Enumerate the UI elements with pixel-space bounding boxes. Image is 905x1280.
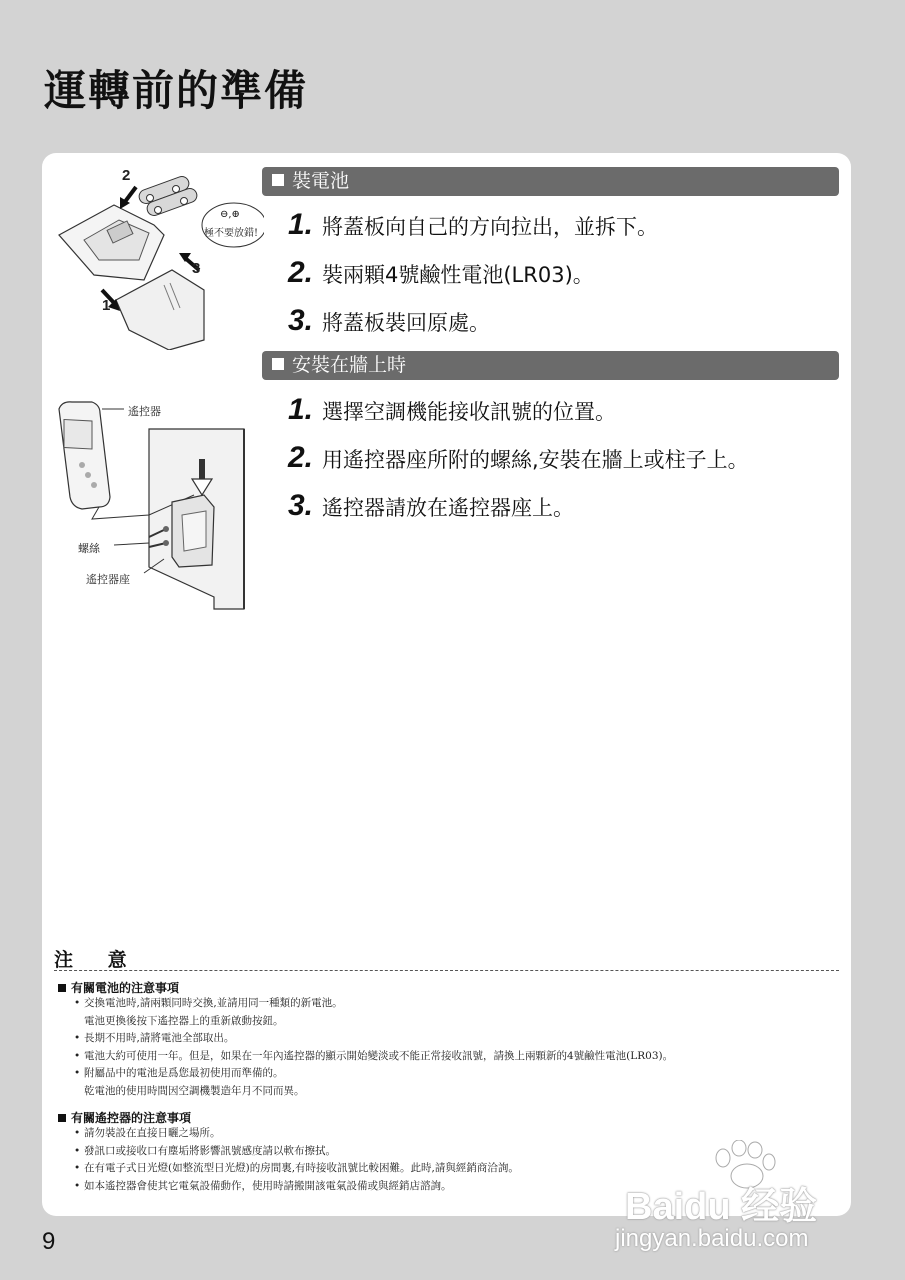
battery-step-3: 3. 將蓋板裝回原處。 xyxy=(288,304,490,337)
list-item: • 附屬品中的電池是爲您最初使用而準備的。 乾電池的使用時間因空調機製造年月不同而異。 xyxy=(74,1065,673,1100)
polarity-symbols: ⊖,⊕ xyxy=(220,209,240,220)
divider xyxy=(54,970,839,971)
watermark-logo: Baidu 经验 xyxy=(625,1186,818,1228)
square-bullet-icon xyxy=(272,174,284,186)
square-bullet-icon xyxy=(272,358,284,370)
square-bullet-icon xyxy=(58,1114,66,1122)
battery-step-1: 1. 將蓋板向自己的方向拉出，並拆下。 xyxy=(288,208,658,241)
label-remote: 遙控器 xyxy=(128,405,161,418)
label-screw: 螺絲 xyxy=(78,542,100,555)
fig-step-3: 3 xyxy=(192,260,201,277)
battery-figure xyxy=(54,165,264,350)
list-item: • 如本遙控器會使其它電氣設備動作，使用時請搬開該電氣設備或與經銷店諮詢。 xyxy=(74,1178,519,1196)
baidu-watermark xyxy=(615,1140,855,1255)
wall-mount-figure xyxy=(54,397,254,612)
wall-step-2: 2. 用遙控器座所附的螺絲,安裝在牆上或柱子上。 xyxy=(288,441,749,474)
battery-caution-title: 有關電池的注意事項 xyxy=(58,979,179,996)
content-panel xyxy=(42,153,851,1216)
section-bar-battery xyxy=(262,167,839,196)
wall-mount-steps xyxy=(288,393,749,537)
square-bullet-icon xyxy=(58,984,66,992)
battery-caution-list xyxy=(74,995,673,1100)
section-bar-wall-mount xyxy=(262,351,839,380)
list-item: • 電池大約可使用一年。但是，如果在一年內遙控器的顯示開始變淡或不能正常接收訊號，請換上兩顆新的4號鹼性電池(LR03)。 xyxy=(74,1048,673,1066)
caution-heading: 注 意 xyxy=(54,949,141,971)
polarity-note: 極不要放錯! xyxy=(204,228,259,239)
list-item: • 發訊口或接收口有塵垢將影響訊號感度請以軟布擦拭。 xyxy=(74,1143,519,1161)
fig-step-2: 2 xyxy=(122,167,131,184)
page-number: 9 xyxy=(42,1228,56,1255)
remote-caution-title: 有關遙控器的注意事項 xyxy=(58,1109,191,1126)
wall-step-3: 3. 遙控器請放在遙控器座上。 xyxy=(288,489,574,522)
list-item: • 交換電池時,請兩顆同時交換,並請用同一種類的新電池。 電池更換後按下遙控器上的重新啟動按鈕。 xyxy=(74,995,673,1030)
page-title: 運轉前的準備 xyxy=(44,66,309,115)
fig-step-1: 1 xyxy=(102,297,111,314)
battery-steps xyxy=(288,208,658,352)
label-holder: 遙控器座 xyxy=(86,573,130,586)
remote-caution-list xyxy=(74,1125,519,1195)
list-item: • 長期不用時,請將電池全部取出。 xyxy=(74,1030,673,1048)
section-title-wall-mount: 安裝在牆上時 xyxy=(292,354,407,376)
watermark-url: jingyan.baidu.com xyxy=(615,1225,809,1252)
battery-step-2: 2. 裝兩顆4號鹼性電池(LR03)。 xyxy=(288,256,594,289)
section-title-battery: 裝電池 xyxy=(292,170,350,192)
list-item: • 請勿裝設在直接日曬之場所。 xyxy=(74,1125,519,1143)
list-item: • 在有電子式日光燈(如整流型日光燈)的房間裏,有時接收訊號比較困難。此時,請與經銷商洽詢。 xyxy=(74,1160,519,1178)
wall-step-1: 1. 選擇空調機能接收訊號的位置。 xyxy=(288,393,616,426)
